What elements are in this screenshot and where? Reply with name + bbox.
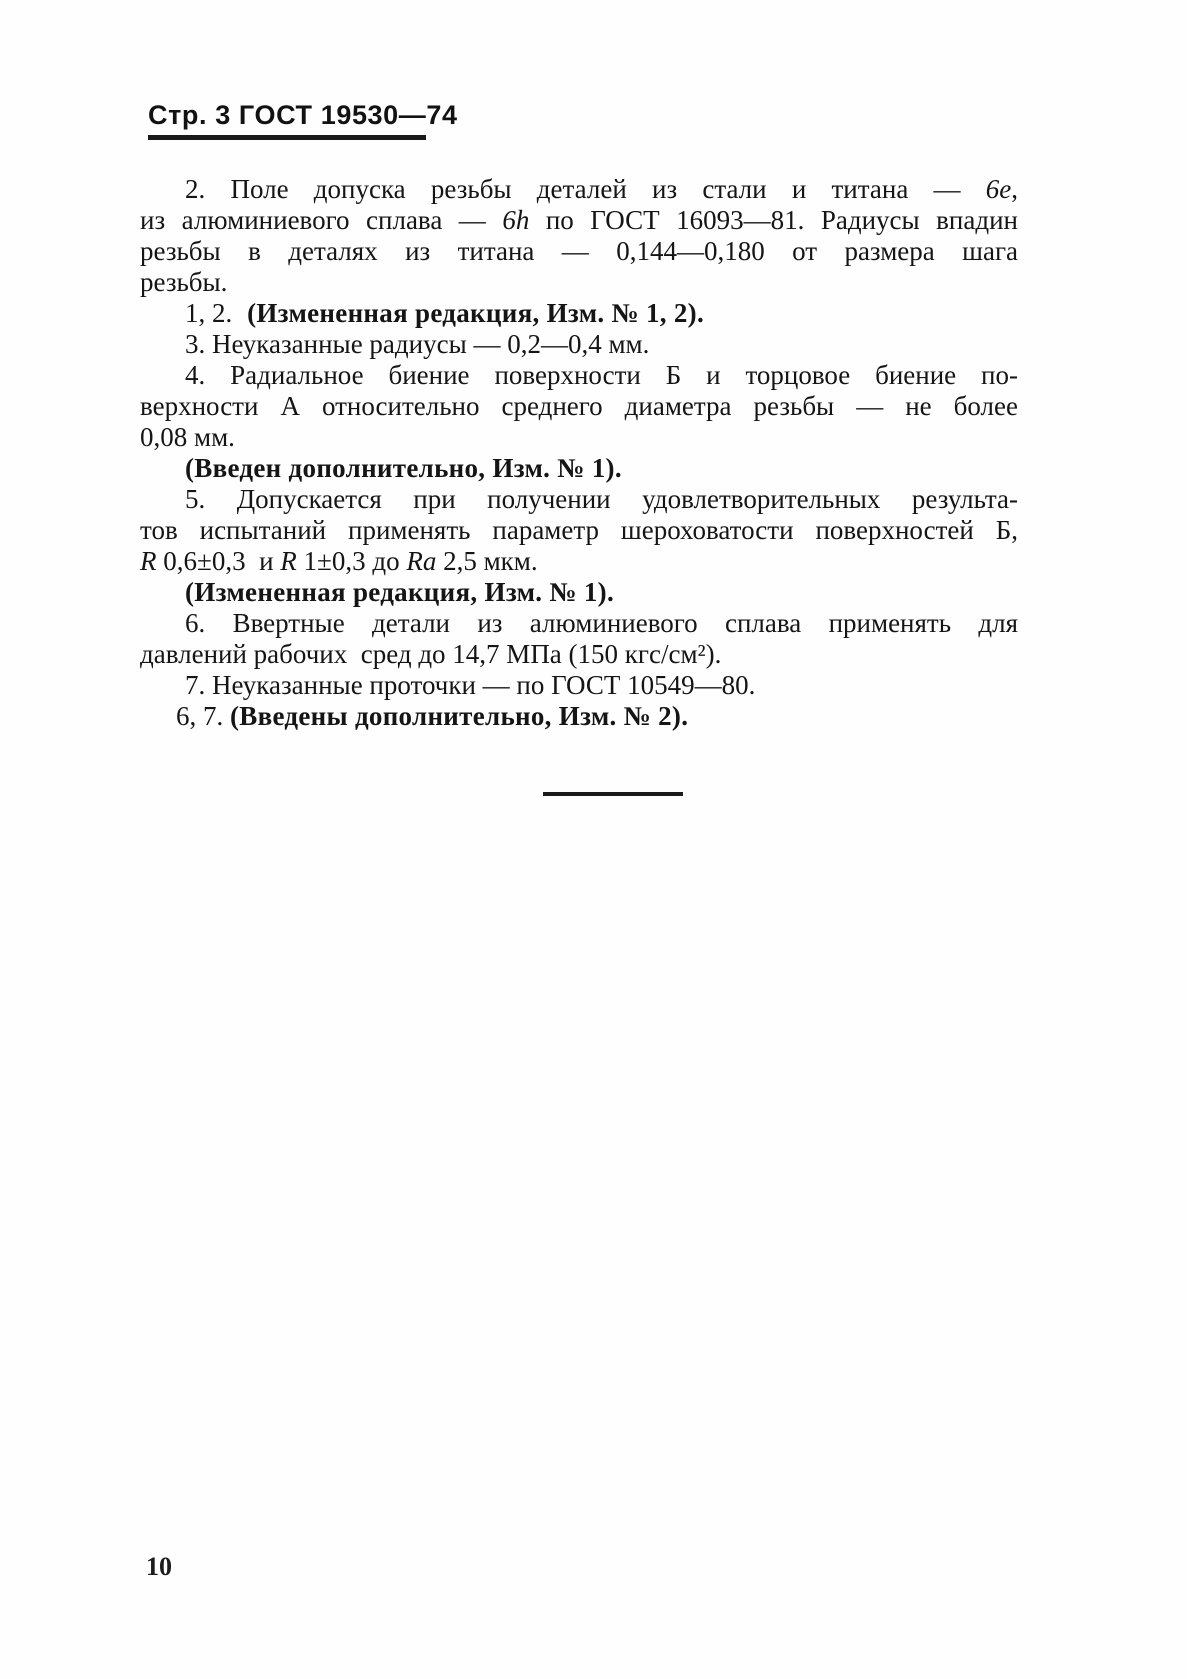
text-segment: 1±0,3 до bbox=[296, 546, 407, 576]
page-number: 10 bbox=[146, 1552, 172, 1581]
text-segment: R bbox=[280, 546, 297, 576]
text-line bbox=[140, 577, 1018, 608]
text-segment: 1, 2. bbox=[185, 298, 233, 328]
text-segment: верхности А относительно среднего диаметра резьбы — не более bbox=[140, 391, 1018, 421]
text-line bbox=[140, 360, 1018, 391]
text-line bbox=[140, 391, 1018, 422]
text-segment: резьбы в деталях из титана — 0,144—0,180 от размера шага bbox=[140, 236, 1018, 266]
text-line bbox=[140, 267, 1018, 298]
text-line bbox=[140, 701, 1018, 732]
text-segment: 0,6±0,3 и bbox=[156, 546, 281, 576]
text-segment: 2. Поле допуска резьбы деталей из стали и титана — bbox=[185, 174, 986, 204]
header-underline bbox=[148, 135, 426, 140]
page-header bbox=[148, 100, 458, 140]
text-line bbox=[140, 546, 1018, 577]
text-segment: Ra bbox=[406, 546, 437, 576]
text-line bbox=[140, 236, 1018, 267]
document-body bbox=[140, 174, 1018, 732]
text-line bbox=[140, 608, 1018, 639]
text-segment: 0,08 мм. bbox=[140, 422, 235, 452]
text-segment: (Введен дополнительно, Изм. № 1). bbox=[185, 453, 622, 483]
text-segment: резьбы. bbox=[140, 267, 228, 297]
text-segment: R bbox=[140, 546, 157, 576]
text-segment: , bbox=[1011, 174, 1018, 204]
text-segment: 3. Неуказанные радиусы — 0,2—0,4 мм. bbox=[185, 329, 650, 359]
text-segment: 6. Ввертные детали из алюминиевого сплава применять для bbox=[185, 608, 1018, 638]
document-lines bbox=[140, 174, 1018, 732]
text-segment: (Измененная редакция, Изм. № 1). bbox=[185, 577, 615, 607]
text-segment: из алюминиевого сплава — bbox=[140, 205, 503, 235]
text-segment: 2,5 мкм. bbox=[436, 546, 538, 576]
text-line bbox=[140, 174, 1018, 205]
text-line bbox=[140, 329, 1018, 360]
text-segment: давлений рабочих сред до 14,7 МПа (150 кгс/см²). bbox=[140, 639, 722, 669]
text-line bbox=[140, 205, 1018, 236]
text-segment: (Введены дополнительно, Изм. № 2). bbox=[230, 701, 689, 731]
text-line bbox=[140, 422, 1018, 453]
text-segment: 6e bbox=[985, 174, 1012, 204]
page-title: Стр. 3 ГОСТ 19530—74 bbox=[148, 100, 458, 130]
text-segment: 4. Радиальное биение поверхности Б и торцовое биение по- bbox=[185, 360, 1018, 390]
separator-rule bbox=[543, 792, 683, 796]
text-line bbox=[140, 484, 1018, 515]
text-segment: 6h bbox=[502, 205, 530, 235]
text-line bbox=[140, 298, 1018, 329]
text-line bbox=[140, 670, 1018, 701]
text-line bbox=[140, 515, 1018, 546]
text-segment: 7. Неуказанные проточки — по ГОСТ 10549—80. bbox=[185, 670, 756, 700]
text-line bbox=[140, 639, 1018, 670]
text-segment: по ГОСТ 16093—81. Радиусы впадин bbox=[529, 205, 1018, 235]
text-line bbox=[140, 453, 1018, 484]
text-segment: 5. Допускается при получении удовлетворительных результа- bbox=[185, 484, 1018, 514]
text-segment: 6, 7. bbox=[176, 701, 230, 731]
text-segment: тов испытаний применять параметр шероховатости поверхностей Б, bbox=[140, 515, 1018, 545]
text-segment: (Измененная редакция, Изм. № 1, 2). bbox=[247, 298, 705, 328]
